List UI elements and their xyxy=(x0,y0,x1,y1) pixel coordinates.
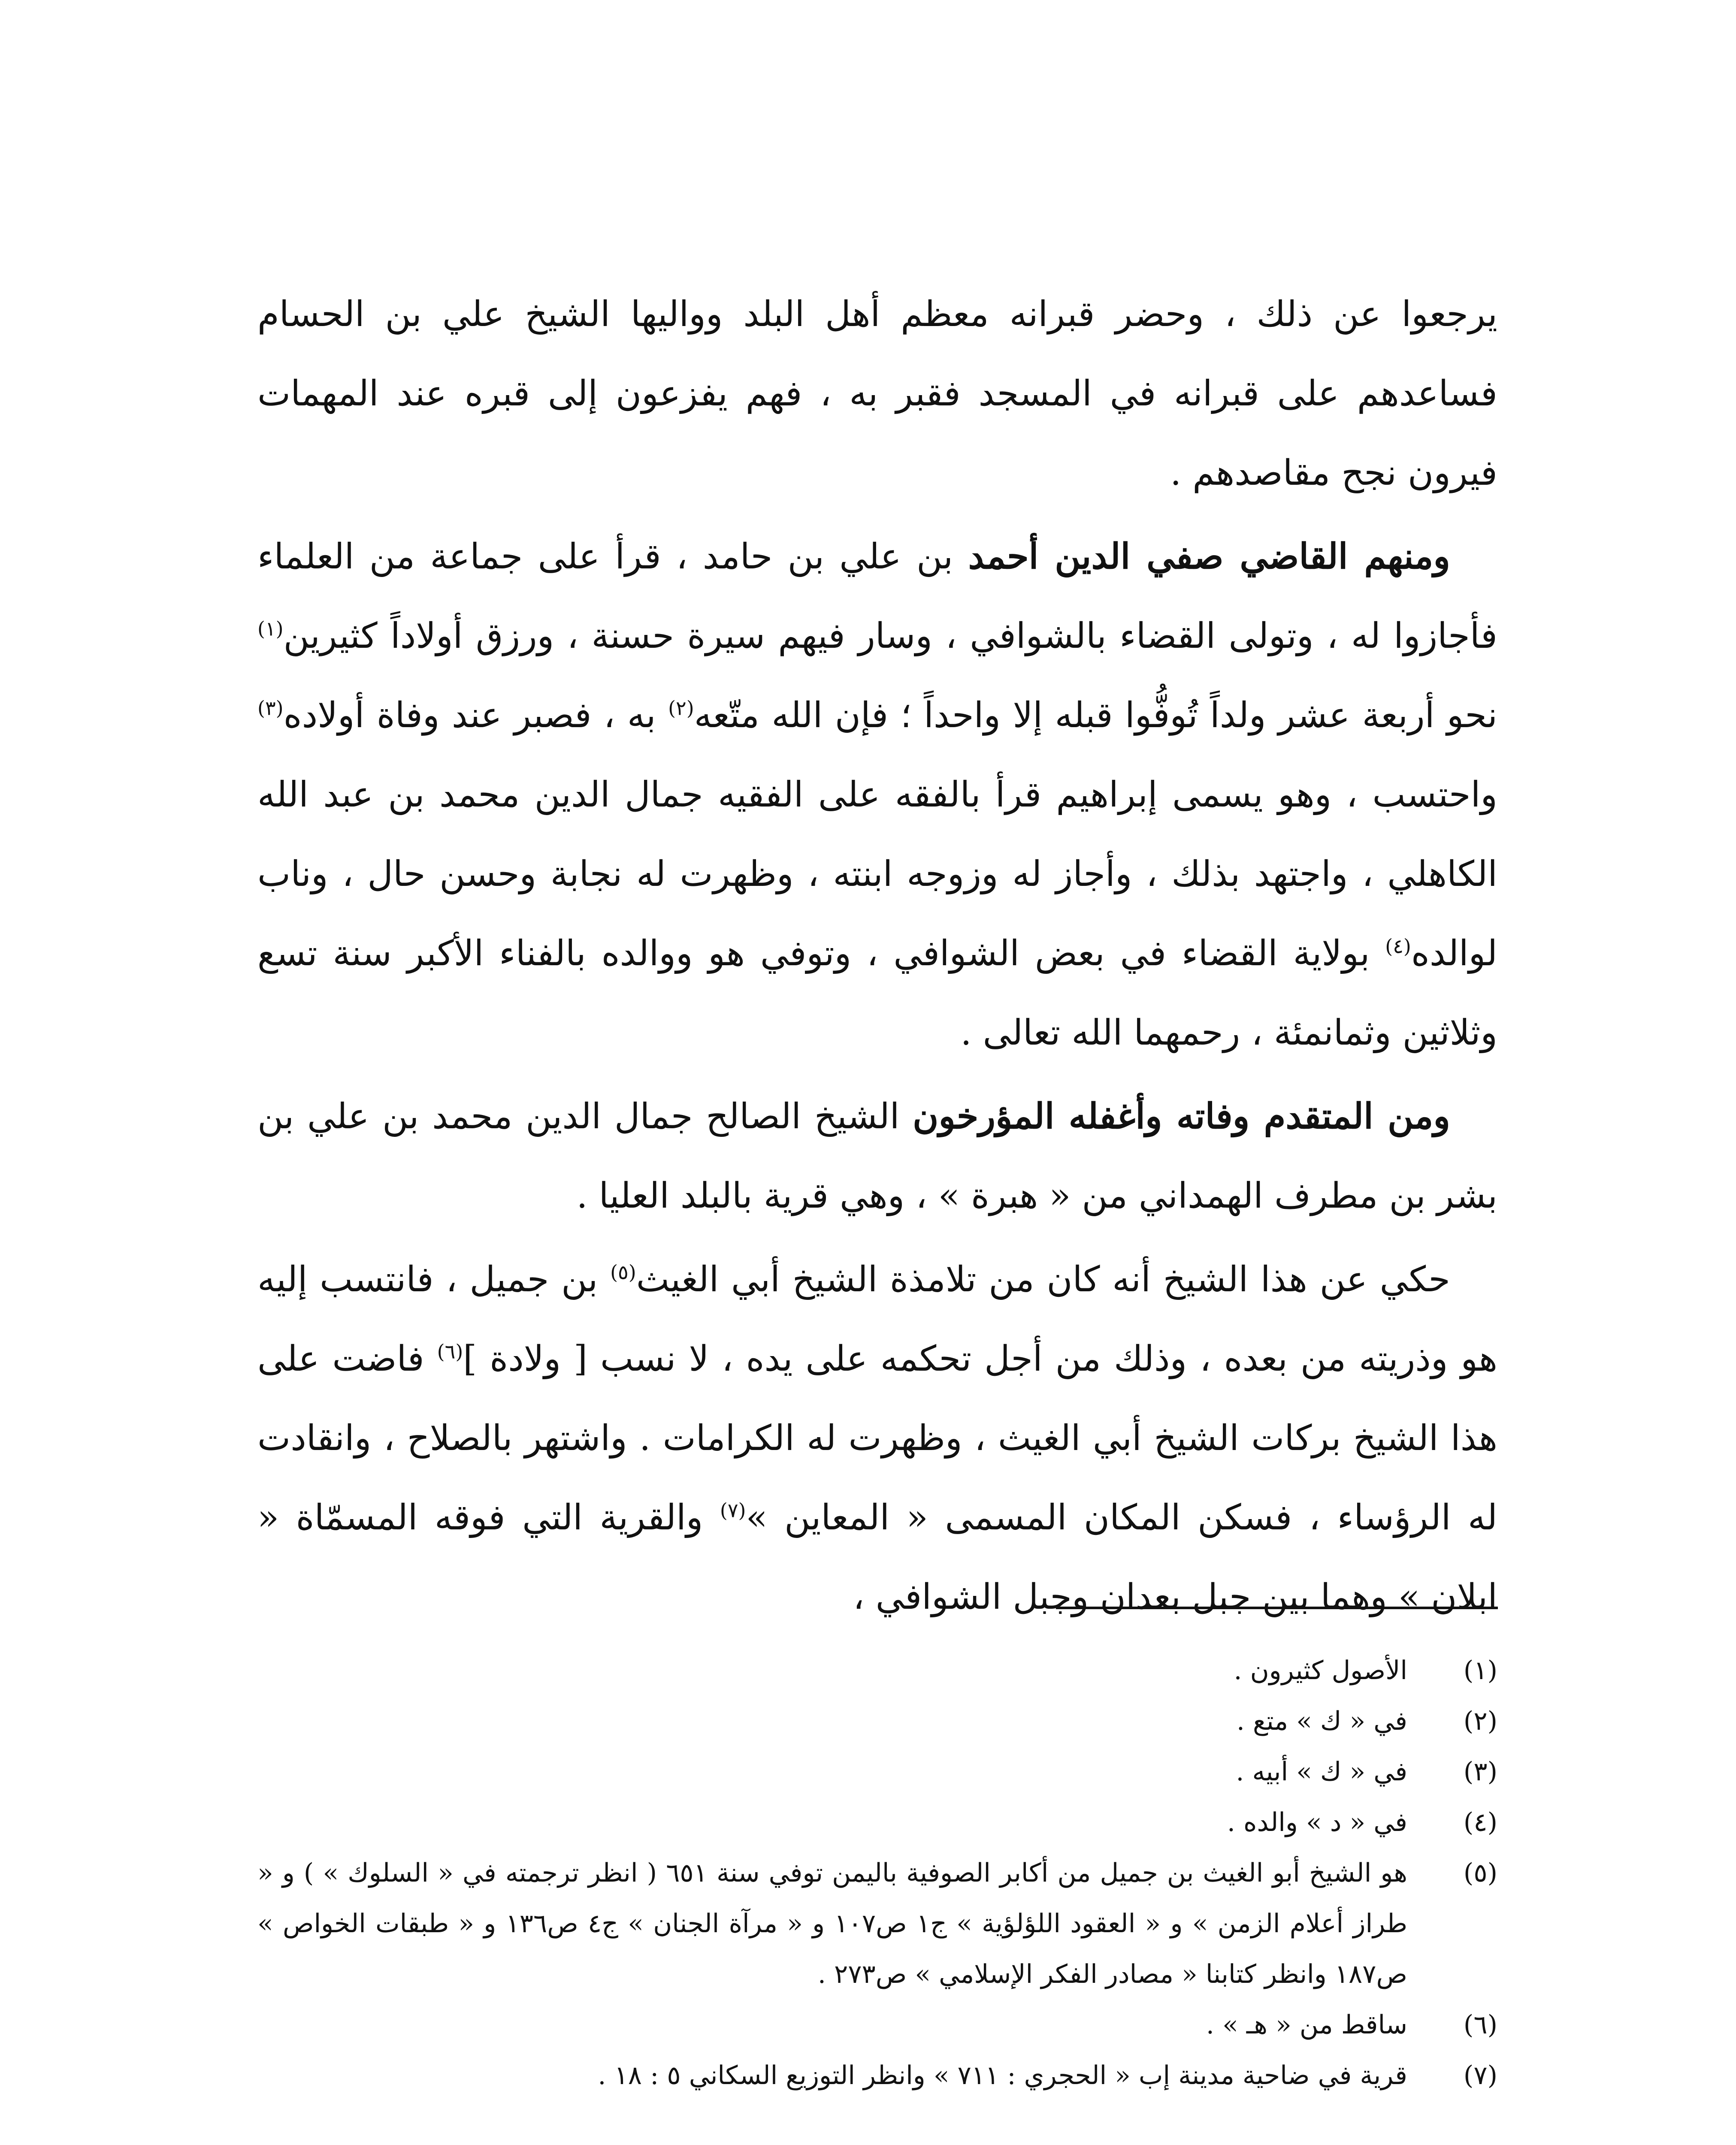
footnote-marker: (٥) xyxy=(610,1260,636,1284)
footnote-item xyxy=(257,1696,1497,1746)
text-run: والقرية التي فوقه المسمّاة « ابلان » وهما بين جبل بعدان وجبل الشوافي ، xyxy=(257,1497,1497,1617)
text-run: به ، فصبر عند وفاة أولاده xyxy=(283,695,668,736)
paragraph xyxy=(257,1077,1497,1236)
footnote-item xyxy=(257,1797,1497,1848)
footnote-item xyxy=(257,2050,1497,2101)
person-heading: ومنهم القاضي صفي الدين أحمد xyxy=(968,536,1451,577)
paragraph xyxy=(257,275,1497,513)
text-run: بن جميل ، فانتسب إليه هو وذريته من بعده ، وذلك من أجل تحكمه على يده ، لا نسب [ ولادة ] xyxy=(257,1259,1497,1379)
footnote-marker: (٦) xyxy=(437,1340,463,1363)
footnote-item xyxy=(257,1848,1497,2000)
footnote-text: هو الشيخ أبو الغيث بن جميل من أكابر الصوفية باليمن توفي سنة ٦٥١ ( انظر ترجمته في « السلوك » ) و « طراز أعلام الزمن » و « العقود اللؤلؤية » ج١ ص١٠٧ و « مرآة الجنان » ج٤ ص١٣٦ و « طبقات الخواص » ص١٨٧ وانظر كتابنا « مصادر الفكر الإسلامي » ص٢٧٣ . xyxy=(257,1858,1408,1989)
main-text xyxy=(257,275,1497,1641)
footnote-item xyxy=(257,1746,1497,1797)
footnote-text: ساقط من « هـ » . xyxy=(1206,2010,1407,2040)
footnote-marker: (٢) xyxy=(668,696,694,720)
footnote-separator xyxy=(1056,1607,1498,1609)
paragraph xyxy=(257,517,1497,1072)
text-run: واحتسب ، وهو يسمى إبراهيم قرأ بالفقه على الفقيه جمال الدين محمد بن عبد الله الكاهلي ، واجتهد بذلك ، وأجاز له وزوجه ابنته ، وظهرت له نجابة وحسن حال ، وناب لوالده xyxy=(257,774,1497,974)
text-run: بولاية القضاء في بعض الشوافي ، وتوفي هو ووالده بالفناء الأكبر سنة تسع وثلاثين وثمانمئة ، رحمهما الله تعالى . xyxy=(257,933,1497,1053)
footnote-number: (٧) xyxy=(1463,2060,1497,2091)
text-run: الشيخ الصالح جمال الدين محمد بن علي بن بشر بن مطرف الهمداني من « هبرة » ، وهي قرية بالبلد العليا . xyxy=(257,1096,1497,1216)
text-run: نحو أربعة عشر ولداً تُوفُّوا قبله إلا واحداً ؛ فإن الله متّعه xyxy=(694,695,1497,736)
footnote-text: قرية في ضاحية مدينة إب « الحجري : ٧١١ » وانظر التوزيع السكاني ٥ : ١٨ . xyxy=(598,2060,1407,2091)
footnote-number: (٢) xyxy=(1463,1706,1497,1736)
footnote-number: (٥) xyxy=(1463,1858,1497,1888)
text-run: يرجعوا عن ذلك ، وحضر قبرانه معظم أهل البلد وواليها الشيخ علي بن الحسام فساعدهم على قبرانه في المسجد فقبر به ، فهم يفزعون إلى قبره عند المهمات فيرون نجح مقاصدهم . xyxy=(257,294,1497,493)
paragraph xyxy=(257,1240,1497,1637)
footnote-marker: (٧) xyxy=(720,1498,746,1522)
footnote-number: (٦) xyxy=(1463,2010,1497,2040)
footnote-marker: (٣) xyxy=(257,696,284,720)
footnotes-section xyxy=(257,1645,1497,2101)
footnote-number: (٤) xyxy=(1463,1807,1497,1837)
footnote-marker: (٤) xyxy=(1385,934,1411,958)
footnote-marker: (١) xyxy=(257,617,284,640)
footnote-text: الأصول كثيرون . xyxy=(1234,1656,1407,1686)
footnote-item xyxy=(257,2000,1497,2050)
text-run: حكي عن هذا الشيخ أنه كان من تلامذة الشيخ أبي الغيث xyxy=(636,1259,1450,1300)
person-heading: ومن المتقدم وفاته وأغفله المؤرخون xyxy=(913,1096,1450,1137)
text-run: فاضت على هذا الشيخ بركات الشيخ أبي الغيث ، وظهرت له الكرامات . واشتهر بالصلاح ، وانقادت له الرؤساء ، فسكن المكان المسمى « المعاين » xyxy=(257,1338,1497,1538)
footnote-text: في « ك » متع . xyxy=(1236,1706,1407,1736)
footnote-item xyxy=(257,1645,1497,1696)
footnote-number: (٣) xyxy=(1463,1757,1497,1787)
footnote-text: في « ك » أبيه . xyxy=(1236,1757,1407,1787)
text-run: بن علي بن حامد ، قرأ على جماعة من العلماء فأجازوا له ، وتولى القضاء بالشوافي ، وسار فيهم سيرة حسنة ، ورزق أولاداً كثيرين xyxy=(257,536,1497,656)
footnote-number: (١) xyxy=(1463,1656,1497,1686)
footnote-text: في « د » والده . xyxy=(1227,1807,1407,1837)
